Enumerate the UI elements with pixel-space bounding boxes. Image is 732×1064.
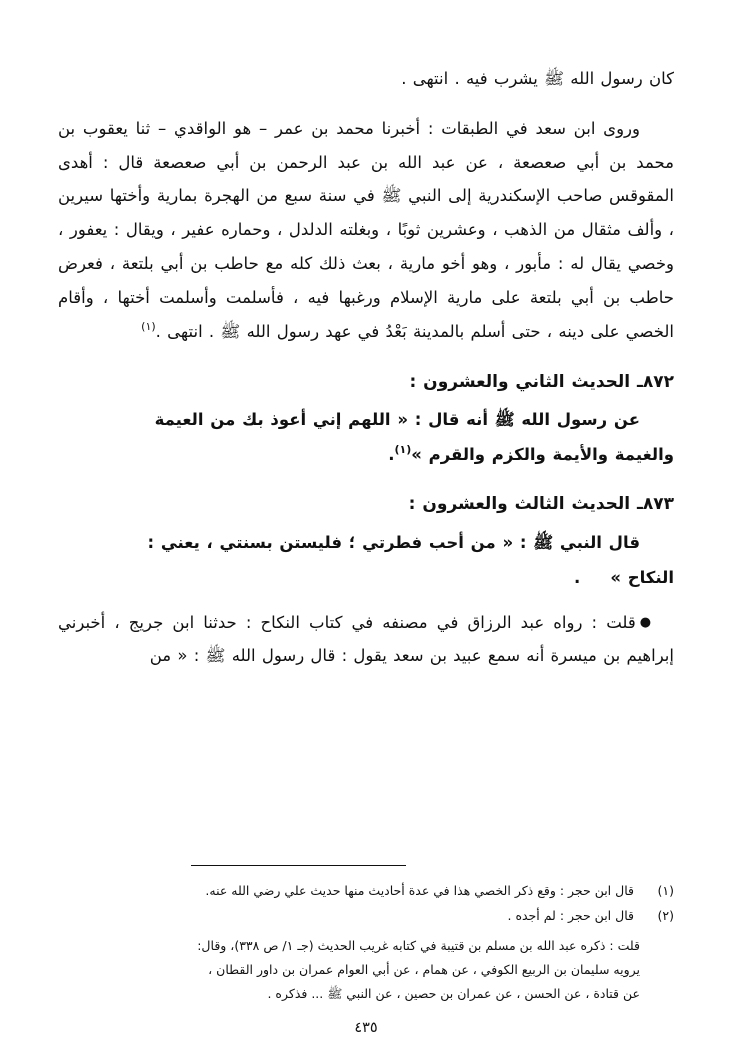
page-spacer (58, 672, 674, 860)
hadith-23-period: . (574, 567, 581, 587)
footnote-number: (١) (657, 883, 674, 899)
main-text-block (58, 62, 674, 672)
takhrij-paragraph (58, 606, 674, 672)
footnote-extra-line: يرويه سليمان بن الربيع الكوفي ، عن همام ، عن أبي العوام عمران بن داور القطان ، (208, 961, 640, 977)
takhrij-text: قلت : رواه عبد الرزاق في مصنفه في كتاب النكاح : حدثنا ابن جريج ، أخبرني إبراهيم بن ميسرة أنه سمع عبيد بن سعد يقول : قال رسول الله ﷺ : « من (58, 612, 674, 665)
hadith-23-line-2-text: النكاح » (610, 567, 674, 587)
footnote-extra-line: قلت : ذكره عبد الله بن مسلم بن قتيبة في كتابه غريب الحديث (جـ ١/ ص ٣٣٨)، وقال: (197, 937, 640, 953)
hadith-23-heading: ٨٧٣ـ الحديث الثالث والعشرون : (408, 494, 674, 515)
hadith-22-line-1: عن رسول الله ﷺ أنه قال : « اللهم إني أعوذ بك من العيمة (154, 410, 640, 430)
footnote-item (58, 904, 674, 927)
footnote-number: (٢) (657, 907, 674, 923)
paragraph-ibn-saad (58, 112, 674, 349)
footnote-item (58, 879, 674, 902)
footnote-separator-wrap (58, 859, 674, 879)
hadith-22-line-2-text: والغيمة والأيمة والكزم والقرم » (411, 445, 674, 465)
hadith-22-period: . (388, 445, 395, 465)
hadith-22-heading: ٨٧٢ـ الحديث الثاني والعشرون : (409, 371, 674, 392)
footnote-extra-line: عن قتادة ، عن الحسن ، عن عمران بن حصين ، عن النبي ﷺ ... فذكره . (267, 985, 640, 1001)
footnotes-block (58, 879, 674, 1006)
hadith-23-line-2 (58, 561, 674, 594)
footnote-marker-2: (١) (394, 443, 412, 457)
footnote-separator (191, 865, 406, 866)
footnote-extra-block (58, 934, 674, 1005)
bullet-icon: ● (639, 614, 655, 630)
footnote-marker-1: (١) (141, 319, 156, 333)
footnote-text: قال ابن حجر : وقع ذكر الخصي هذا في عدة أحاديث منها حديث علي رضي الله عنه. (205, 883, 634, 899)
opening-line: كان رسول الله ﷺ يشرب فيه . انتهى . (401, 69, 674, 88)
paragraph-ibn-saad-text: وروى ابن سعد في الطبقات : أخبرنا محمد بن عمر – هو الواقدي – ثنا يعقوب بن محمد بن أبي صعصعة ، عن عبد الله بن عبد الرحمن بن أبي صعصعة قال : أهدى المقوقس صاحب الإسكندرية إلى النبي ﷺ في سنة سبع من الهجرة بمارية وأختها سيرين ، وألف مثقال من الذهب ، وعشرين ثوبًا ، وبغلته الدلدل ، وحماره عفير ، ويقال : يعفور ، وخصي يقال له : مأبور ، وهو أخو مارية ، بعث ذلك كله مع حاطب بن أبي بلتعة ، فعرض حاطب بن أبي بلتعة على مارية الإسلام ورغبها فيه ، فأسلمت وأسلمت أختها ، وأقام الخصي على دينه ، حتى أسلم بالمدينة بَعْدُ في عهد رسول الله ﷺ . انتهى . (58, 118, 674, 341)
footnote-text: قال ابن حجر : لم أجده . (507, 907, 634, 923)
hadith-23-line-1: قال النبي ﷺ : « من أحب فطرتي ؛ فليستن بسنتي ، يعني : (147, 532, 640, 552)
hadith-22-line-2 (58, 438, 674, 471)
page-number: ٤٣٥ (354, 1020, 378, 1036)
